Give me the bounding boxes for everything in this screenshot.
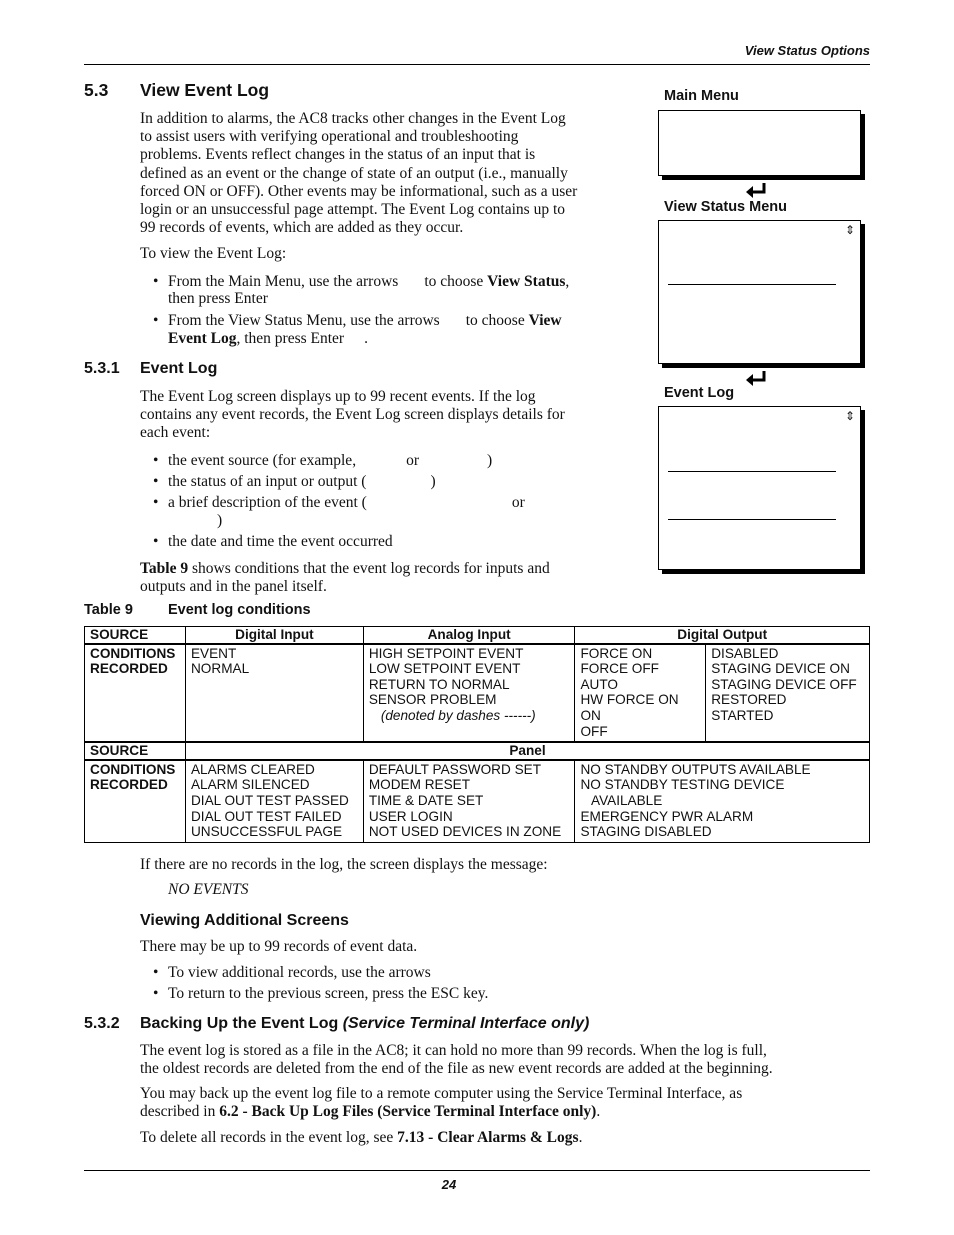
header-analog-input: Analog Input: [363, 627, 575, 644]
delete-paragraph: To delete all records in the event log, see 7.13 - Clear Alarms & Logs.: [140, 1129, 583, 1146]
digital-input-cell: EVENT NORMAL: [185, 644, 363, 743]
list-item-cont: Event Log, then press Enter .: [168, 330, 368, 347]
conditions-label: CONDITIONS RECORDED: [85, 644, 186, 743]
table-header-row: [85, 627, 870, 644]
source-label: SOURCE: [85, 627, 186, 644]
backup-paragraph-2: You may back up the event log file to a remote computer using the Service Terminal Interface, as described in 6.2 - Back Up Log Files (Service Terminal Interface only).: [140, 1085, 743, 1121]
to-view-text: To view the Event Log:: [140, 245, 287, 262]
intro-paragraph: [140, 110, 650, 237]
view-status-menu-screen: [658, 220, 861, 364]
list-item-cont: ): [217, 512, 223, 529]
table-reference-paragraph: Table 9 shows conditions that the event log records for inputs and outputs and in the panel itself.: [140, 560, 550, 596]
running-header: View Status Options: [744, 43, 870, 58]
intro-line: to assist users with verifying operational and troubleshooting: [140, 128, 519, 146]
no-records-text: If there are no records in the log, the screen displays the message:: [140, 856, 548, 873]
intro-line: 99 records of events, which are added as they occur.: [140, 219, 464, 237]
no-events-message: NO EVENTS: [168, 881, 249, 898]
header-digital-input: Digital Input: [185, 627, 363, 644]
panel-cell: DEFAULT PASSWORD SET MODEM RESET TIME & DATE SET USER LOGIN NOT USED DEVICES IN ZONE: [363, 760, 575, 842]
selection-line: [668, 284, 836, 285]
table-caption-number: Table 9: [84, 602, 133, 618]
intro-line: login or an unsuccessful page attempt. The Event Log contains up to: [140, 201, 566, 219]
subsection-number: 5.3.1: [84, 360, 120, 377]
subsection-number: 5.3.2: [84, 1015, 120, 1032]
header-panel: Panel: [185, 742, 869, 760]
table-caption-title: Event log conditions: [168, 602, 311, 618]
digital-output-cell: FORCE ON FORCE OFF AUTO HW FORCE ON ON OFF: [575, 644, 706, 743]
table-row: [85, 644, 870, 743]
section-number: 5.3: [84, 80, 109, 100]
scroll-arrows-icon: ⇕: [844, 223, 855, 237]
intro-line: problems. Events reflect changes in the status of an input that is: [140, 146, 536, 164]
sub-intro: There may be up to 99 records of event data.: [140, 938, 418, 955]
divider-line: [668, 471, 836, 472]
intro-line: defined as an event or the change of state of an output (i.e., manually: [140, 164, 568, 182]
event-log-label: Event Log: [664, 385, 735, 401]
panel-cell: NO STANDBY OUTPUTS AVAILABLE NO STANDBY TESTING DEVICE AVAILABLE EMERGENCY PWR ALARM STAGING DISABLED: [575, 760, 870, 842]
header-rule: [84, 64, 870, 65]
list-item-cont: then press Enter: [168, 290, 268, 307]
panel-cell: ALARMS CLEARED ALARM SILENCED DIAL OUT TEST PASSED DIAL OUT TEST FAILED UNSUCCESSFUL PAGE: [185, 760, 363, 842]
event-log-conditions-table: [84, 626, 870, 843]
sub-heading: Viewing Additional Screens: [140, 912, 349, 929]
section-title: View Event Log: [140, 80, 270, 100]
conditions-label: CONDITIONS RECORDED: [85, 760, 186, 842]
subsection-title: Event Log: [140, 360, 218, 377]
digital-output-cell: DISABLED STAGING DEVICE ON STAGING DEVICE OFF RESTORED STARTED: [706, 644, 870, 743]
event-log-paragraph: The Event Log screen displays up to 99 recent events. If the log contains any event records, the Event Log screen displays details for each event:: [140, 388, 565, 442]
enter-key-icon: [744, 181, 770, 199]
header-digital-output: Digital Output: [575, 627, 870, 644]
table-header-row: [85, 742, 870, 760]
subsection-title: Backing Up the Event Log (Service Terminal Interface only): [140, 1015, 590, 1032]
view-status-menu-label: View Status Menu: [664, 199, 788, 215]
scroll-arrows-icon: ⇕: [844, 409, 855, 423]
cross-reference-link[interactable]: 6.2 - Back Up Log Files (Service Terminal Interface only): [219, 1103, 597, 1121]
enter-key-icon: [744, 369, 770, 387]
analog-input-cell: HIGH SETPOINT EVENT LOW SETPOINT EVENT RETURN TO NORMAL SENSOR PROBLEM (denoted by dashes ------): [363, 644, 575, 743]
backup-paragraph: The event log is stored as a file in the AC8; it can hold no more than 99 records. When the log is full, the oldest records are deleted from the end of the file as new event records are added at the beginning.: [140, 1042, 773, 1078]
event-log-screen: [658, 406, 861, 570]
main-menu-screen: [658, 110, 861, 176]
table-row: [85, 760, 870, 842]
footer-rule: [84, 1170, 870, 1171]
intro-line: forced ON or OFF). Other events may be informational, such as a user: [140, 182, 578, 200]
cross-reference-link[interactable]: 7.13 - Clear Alarms & Logs: [397, 1129, 579, 1146]
page-number: 24: [441, 1177, 457, 1192]
source-label: SOURCE: [85, 742, 186, 760]
divider-line: [668, 519, 836, 520]
main-menu-label: Main Menu: [664, 88, 739, 104]
intro-line: In addition to alarms, the AC8 tracks other changes in the Event Log: [140, 110, 566, 127]
